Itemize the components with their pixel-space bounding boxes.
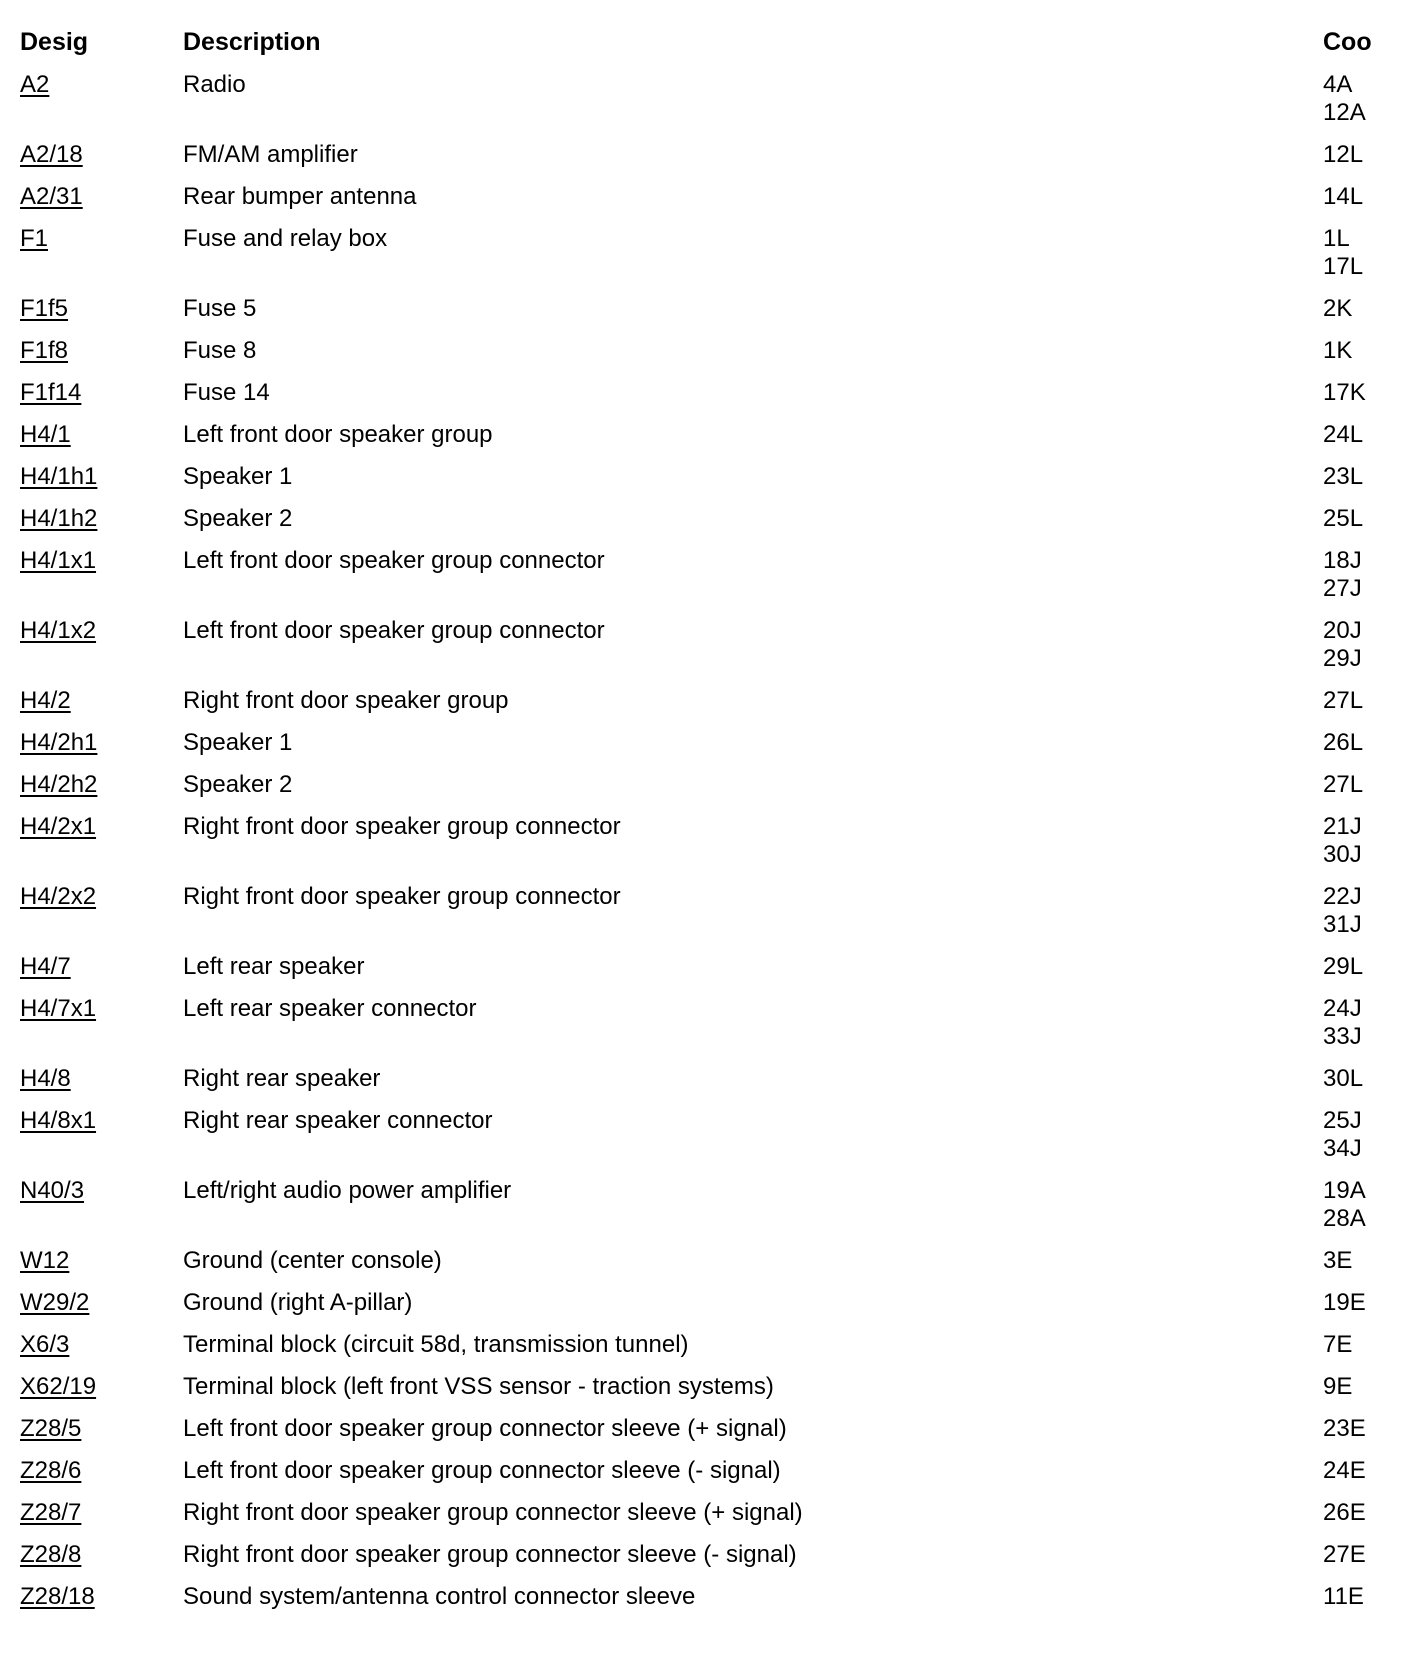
- grid-code: 24L: [1323, 421, 1364, 448]
- code-cell: [1323, 1177, 1365, 1233]
- code-cell: [1323, 379, 1365, 407]
- designation-link[interactable]: F1f14: [20, 379, 82, 406]
- designation-link[interactable]: H4/7: [20, 953, 71, 980]
- grid-code: 22J: [1323, 883, 1362, 910]
- designation-link[interactable]: H4/1h1: [20, 463, 98, 490]
- description-cell: Right front door speaker group connector: [183, 883, 621, 910]
- description-cell: Right rear speaker: [183, 1065, 381, 1092]
- grid-code: 2K: [1323, 295, 1353, 322]
- grid-code: 26L: [1323, 729, 1364, 756]
- designation-link[interactable]: W29/2: [20, 1289, 90, 1316]
- code-cell: [1323, 771, 1365, 799]
- grid-code: 34J: [1323, 1135, 1362, 1162]
- code-cell: [1323, 1289, 1365, 1317]
- designation-link[interactable]: F1f8: [20, 337, 69, 364]
- code-cell: [1323, 1373, 1365, 1401]
- designation-link[interactable]: H4/8x1: [20, 1107, 97, 1134]
- designation-link[interactable]: X6/3: [20, 1331, 70, 1358]
- designation-link[interactable]: F1f5: [20, 295, 69, 322]
- description-cell: Right front door speaker group connector: [183, 813, 621, 840]
- description-cell: Terminal block (left front VSS sensor - traction systems): [183, 1373, 774, 1400]
- code-cell: [1323, 1457, 1365, 1485]
- code-cell: [1323, 547, 1365, 603]
- description-cell: Left front door speaker group connector: [183, 547, 605, 574]
- designation-link[interactable]: H4/1: [20, 421, 71, 448]
- grid-code: 25L: [1323, 505, 1364, 532]
- designation-link[interactable]: Z28/6: [20, 1457, 82, 1484]
- designation-link[interactable]: H4/1h2: [20, 505, 98, 532]
- designation-link[interactable]: Z28/8: [20, 1541, 82, 1568]
- designation-link[interactable]: N40/3: [20, 1177, 85, 1204]
- grid-code: 27J: [1323, 575, 1362, 602]
- description-cell: Speaker 1: [183, 729, 293, 756]
- grid-code: 19E: [1323, 1289, 1366, 1316]
- code-cell: [1323, 1583, 1365, 1611]
- grid-code: 27E: [1323, 1541, 1366, 1568]
- designation-link[interactable]: Z28/18: [20, 1583, 95, 1610]
- grid-code: 20J: [1323, 617, 1362, 644]
- designation-link[interactable]: Z28/7: [20, 1499, 82, 1526]
- grid-code: 14L: [1323, 183, 1364, 210]
- code-cell: [1323, 225, 1365, 281]
- description-cell: Fuse 14: [183, 379, 270, 406]
- grid-code: 7E: [1323, 1331, 1353, 1358]
- description-cell: Left rear speaker connector: [183, 995, 477, 1022]
- grid-code: 1L: [1323, 225, 1350, 252]
- code-cell: [1323, 687, 1365, 715]
- grid-code: 26E: [1323, 1499, 1366, 1526]
- code-cell: [1323, 1107, 1365, 1163]
- designation-link[interactable]: H4/2h2: [20, 771, 98, 798]
- code-cell: [1323, 183, 1365, 211]
- description-cell: Left rear speaker: [183, 953, 365, 980]
- description-cell: Speaker 1: [183, 463, 293, 490]
- description-cell: Radio: [183, 71, 246, 98]
- description-cell: Right front door speaker group: [183, 687, 509, 714]
- designation-link[interactable]: H4/1x1: [20, 547, 97, 574]
- designation-link[interactable]: H4/2x2: [20, 883, 97, 910]
- designation-link[interactable]: H4/8: [20, 1065, 71, 1092]
- description-cell: Fuse 5: [183, 295, 257, 322]
- designation-link[interactable]: A2/31: [20, 183, 83, 210]
- grid-code: 4A: [1323, 71, 1353, 98]
- grid-code: 1K: [1323, 337, 1353, 364]
- code-cell: [1323, 1247, 1365, 1275]
- grid-code: 25J: [1323, 1107, 1362, 1134]
- code-cell: [1323, 337, 1365, 365]
- header-desig: Desig: [20, 28, 89, 56]
- code-cell: [1323, 617, 1365, 673]
- grid-code: 23E: [1323, 1415, 1366, 1442]
- description-cell: Left front door speaker group connector sleeve (- signal): [183, 1457, 781, 1484]
- grid-code: 9E: [1323, 1373, 1353, 1400]
- grid-code: 30L: [1323, 1065, 1364, 1092]
- code-cell: [1323, 1499, 1365, 1527]
- description-cell: Left front door speaker group connector: [183, 617, 605, 644]
- designation-link[interactable]: H4/7x1: [20, 995, 97, 1022]
- description-cell: Speaker 2: [183, 771, 293, 798]
- description-cell: Fuse and relay box: [183, 225, 388, 252]
- grid-code: 33J: [1323, 1023, 1362, 1050]
- description-cell: Right front door speaker group connector sleeve (- signal): [183, 1541, 797, 1568]
- description-cell: Left front door speaker group: [183, 421, 493, 448]
- designation-link[interactable]: W12: [20, 1247, 70, 1274]
- grid-code: 12A: [1323, 99, 1366, 126]
- description-cell: Rear bumper antenna: [183, 183, 417, 210]
- description-cell: Fuse 8: [183, 337, 257, 364]
- code-cell: [1323, 995, 1365, 1051]
- grid-code: 29L: [1323, 953, 1364, 980]
- code-cell: [1323, 463, 1365, 491]
- code-cell: [1323, 883, 1365, 939]
- code-cell: [1323, 1331, 1365, 1359]
- description-cell: Terminal block (circuit 58d, transmission tunnel): [183, 1331, 689, 1358]
- description-cell: Sound system/antenna control connector sleeve: [183, 1583, 696, 1610]
- header-description: Description: [183, 28, 321, 56]
- description-cell: Left/right audio power amplifier: [183, 1177, 512, 1204]
- code-cell: [1323, 1065, 1365, 1093]
- description-cell: Ground (center console): [183, 1247, 442, 1274]
- code-cell: [1323, 813, 1365, 869]
- description-cell: Right front door speaker group connector sleeve (+ signal): [183, 1499, 803, 1526]
- description-cell: Left front door speaker group connector sleeve (+ signal): [183, 1415, 787, 1442]
- header-code: Coo: [1323, 28, 1372, 56]
- code-cell: [1323, 71, 1365, 127]
- designation-link[interactable]: F1: [20, 225, 49, 252]
- grid-code: 24J: [1323, 995, 1362, 1022]
- grid-code: 19A: [1323, 1177, 1366, 1204]
- designation-link[interactable]: A2/18: [20, 141, 83, 168]
- grid-code: 31J: [1323, 911, 1362, 938]
- grid-code: 23L: [1323, 463, 1364, 490]
- grid-code: 17L: [1323, 253, 1364, 280]
- designation-link[interactable]: H4/2: [20, 687, 71, 714]
- grid-code: 27L: [1323, 687, 1364, 714]
- designation-link[interactable]: Z28/5: [20, 1415, 82, 1442]
- designation-link[interactable]: H4/2x1: [20, 813, 97, 840]
- code-cell: [1323, 505, 1365, 533]
- grid-code: 21J: [1323, 813, 1362, 840]
- grid-code: 12L: [1323, 141, 1364, 168]
- grid-code: 27L: [1323, 771, 1364, 798]
- designation-link[interactable]: X62/19: [20, 1373, 97, 1400]
- description-cell: FM/AM amplifier: [183, 141, 358, 168]
- code-cell: [1323, 953, 1365, 981]
- grid-code: 24E: [1323, 1457, 1366, 1484]
- description-cell: Right rear speaker connector: [183, 1107, 493, 1134]
- grid-code: 18J: [1323, 547, 1362, 574]
- grid-code: 3E: [1323, 1247, 1353, 1274]
- grid-code: 29J: [1323, 645, 1362, 672]
- code-cell: [1323, 295, 1365, 323]
- grid-code: 17K: [1323, 379, 1366, 406]
- grid-code: 11E: [1323, 1583, 1364, 1610]
- description-cell: Ground (right A-pillar): [183, 1289, 413, 1316]
- designation-link[interactable]: A2: [20, 71, 50, 98]
- designation-link[interactable]: H4/1x2: [20, 617, 97, 644]
- designation-link[interactable]: H4/2h1: [20, 729, 98, 756]
- code-cell: [1323, 1541, 1365, 1569]
- code-cell: [1323, 729, 1365, 757]
- description-cell: Speaker 2: [183, 505, 293, 532]
- grid-code: 28A: [1323, 1205, 1366, 1232]
- code-cell: [1323, 1415, 1365, 1443]
- code-cell: [1323, 421, 1365, 449]
- code-cell: [1323, 141, 1365, 169]
- grid-code: 30J: [1323, 841, 1362, 868]
